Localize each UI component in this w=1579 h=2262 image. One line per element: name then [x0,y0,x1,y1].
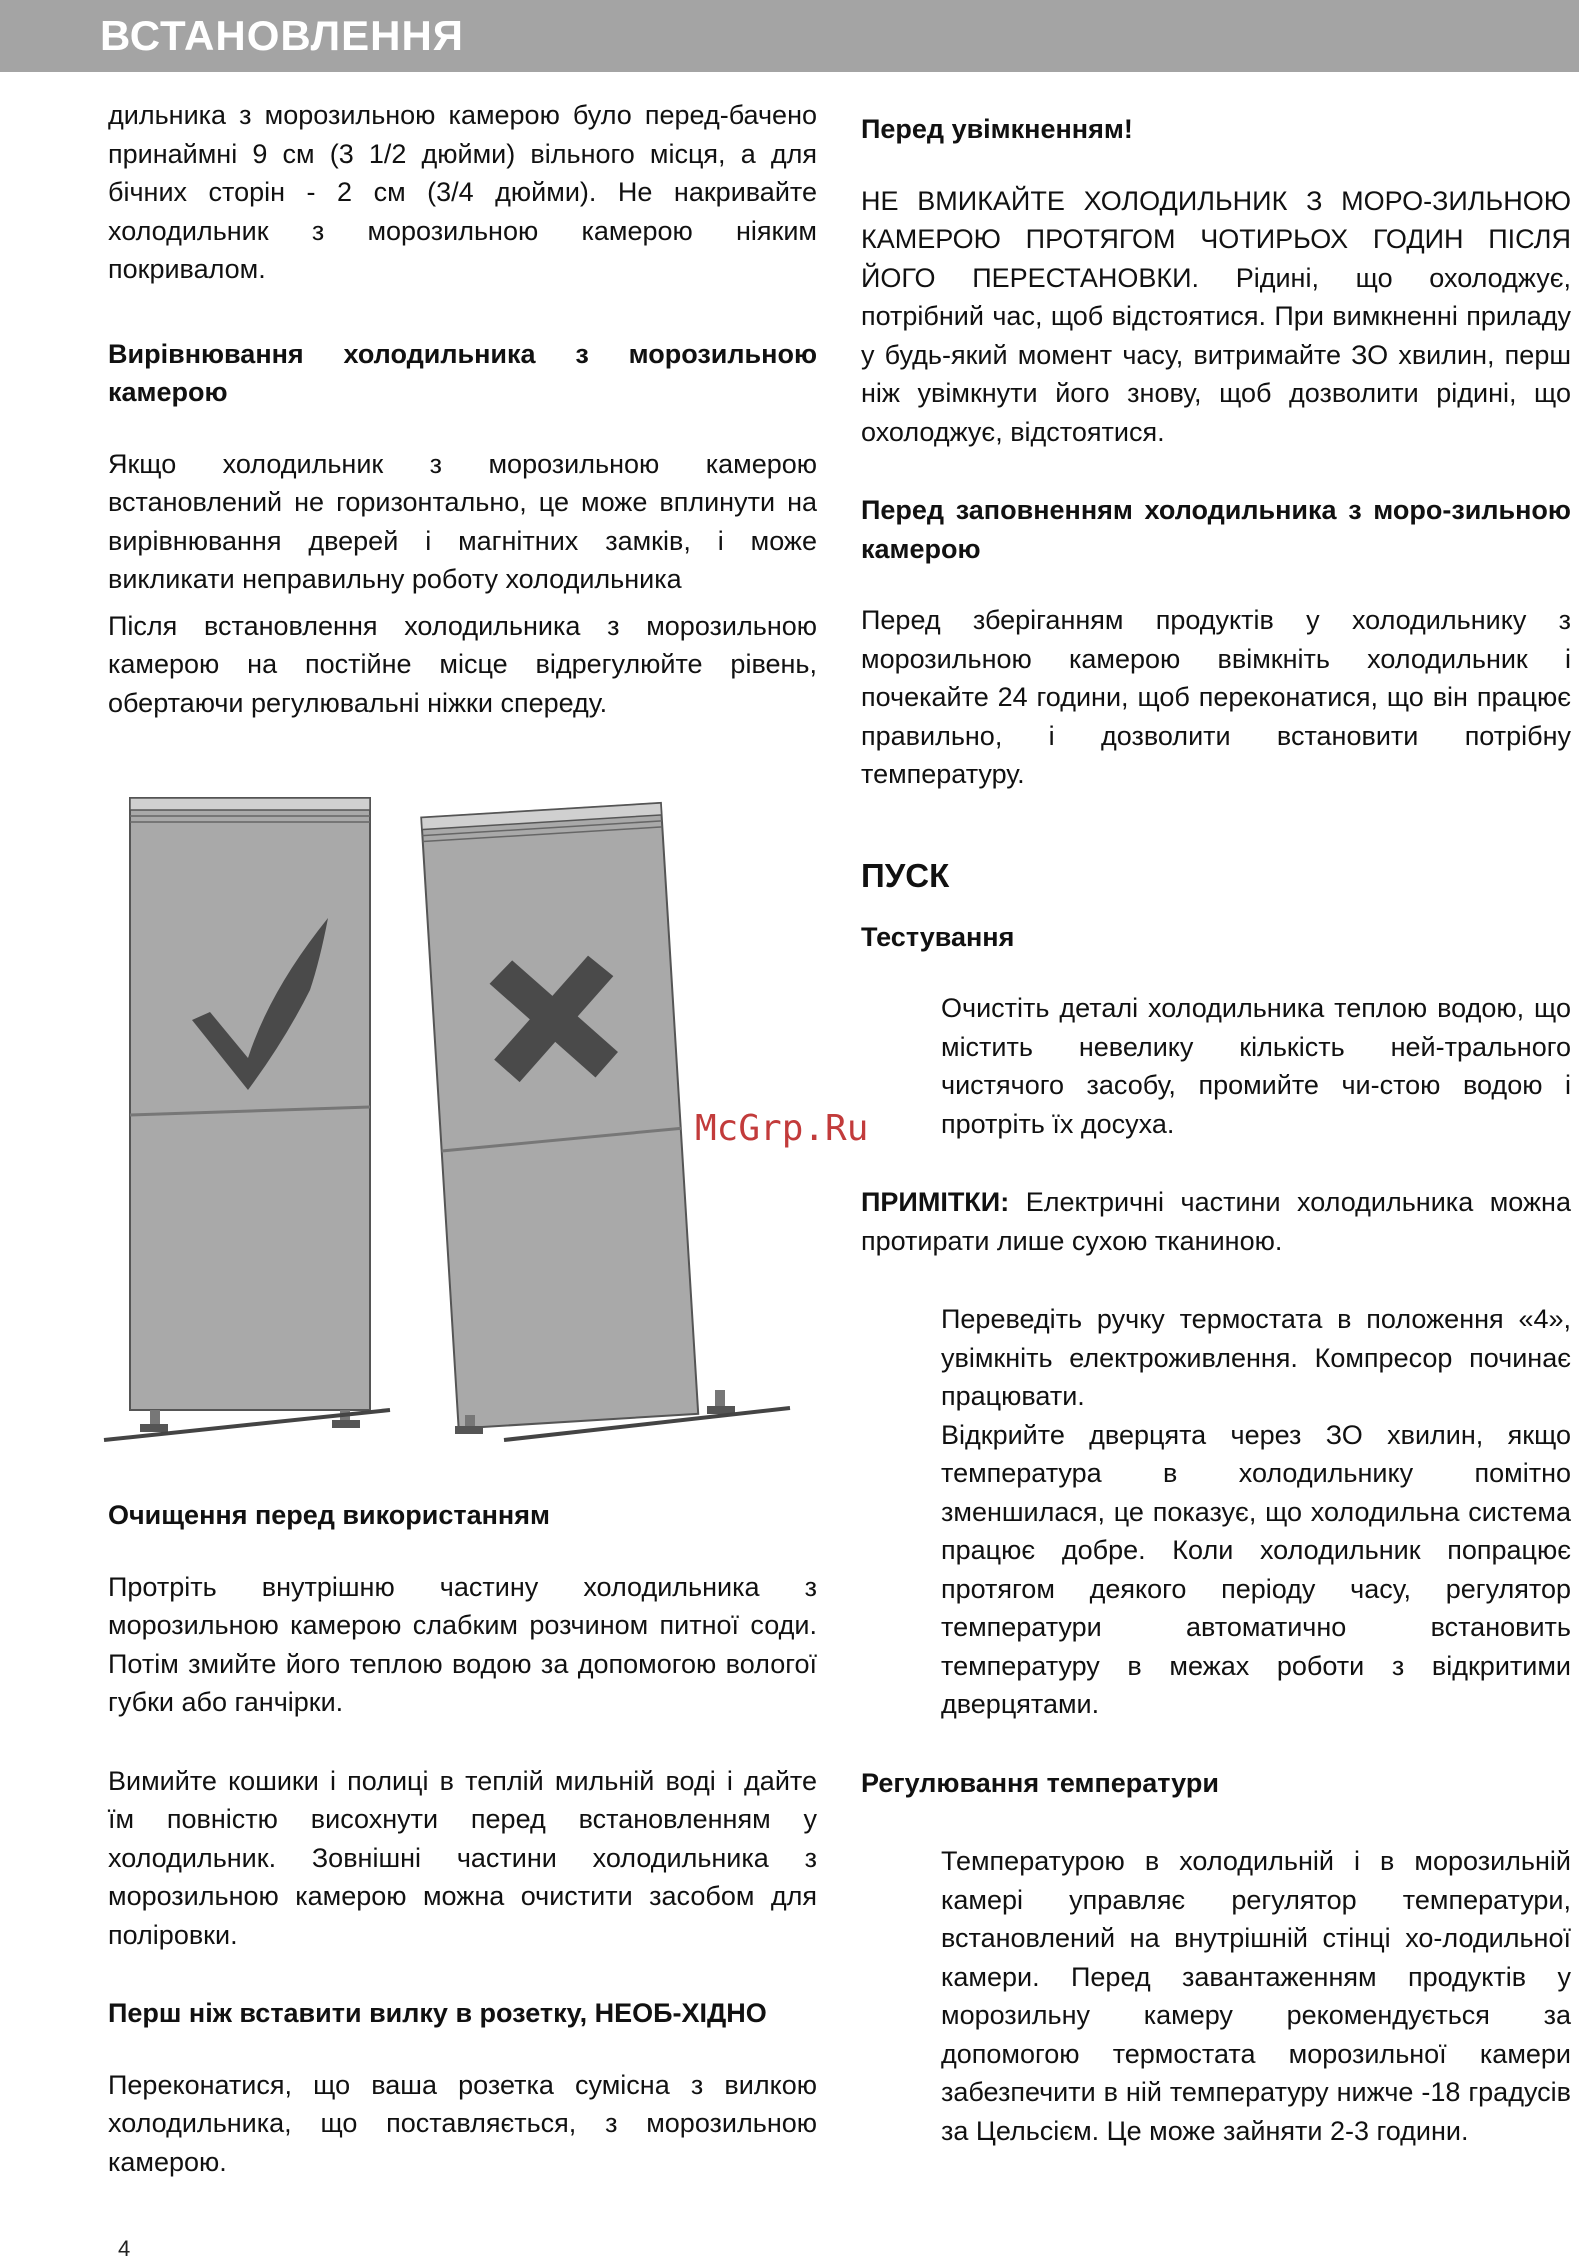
before-on-heading: Перед увімкненням! [861,114,1133,144]
temp-paragraph: Температурою в холодильній і в морозильній камері управляє регулятор температури, встановлений на внутрішній стінці хо-лодильної камери. Перед завантаженням продуктів у морозильну камеру рекомендується за допомогою термостата морозильної камери забезпечити в ній температуру нижче -18 градусів за Цельсієм. Це може зайняти 2-3 години. [941,1846,1571,2146]
leveling-heading: Вирівнювання холодильника з морозильною камерою [108,338,817,407]
level-fridge [104,798,390,1440]
temp-heading: Регулювання температури [861,1767,1219,1798]
left-column [108,96,817,722]
before-on-paragraph: НЕ ВМИКАЙТЕ ХОЛОДИЛЬНИК З МОРО-ЗИЛЬНОЮ КАМЕРОЮ ПРОТЯГОМ ЧОТИРЬОХ ГОДИН ПІСЛЯ ЙОГО ПЕРЕСТАНОВКИ. Рідині, що охолоджує, потрібний час, щоб відстоятися. При вимкненні приладу у будь-який момент часу, витримайте ЗО хвилин, перш ніж увімкнути його знову, щоб дозволити рідині, що охолоджує, відстоятися. [861,185,1571,447]
cleaning-heading: Очищення перед використанням [108,1500,550,1530]
notes-text: Електричні частини холодильника можна протирати лише сухою тканиною. [861,1187,1571,1256]
intro-paragraph: дильника з морозильною камерою було перед-бачено принаймні 9 см (3 1/2 дюйми) вільного місця, а для бічних сторін - 2 см (3/4 дюйми). Не накривайте холодильник з морозильною камерою ніяким покривалом. [108,100,817,284]
before-fill-heading: Перед заповненням холодильника з моро-зильною камерою [861,495,1571,564]
tilted-fridge [421,803,698,1429]
watermark: McGrp.Ru [695,1108,869,1149]
page-number: 4 [118,2236,131,2261]
right-column [861,110,1571,2150]
cleaning-paragraph-2: Вимийте кошики і полиці в теплій мильній воді і дайте їм повністю висохнути перед встановленням у холодильник. Зовнішні частини холодильника з морозильною камерою можна очистити засобом для поліровки. [108,1765,817,1950]
leveling-paragraph-1: Якщо холодильник з морозильною камерою встановлений не горизонтально, це може вплинути на вирівнювання дверей і магнітних замків, і може викликати неправильну роботу холодильника [108,448,817,594]
header-bar [0,0,1579,72]
left-column-lower [108,1496,817,2181]
testing-heading: Тестування [861,921,1015,952]
before-fill-paragraph: Перед зберіганням продуктів у холодильнику з морозильною камерою ввімкніть холодильник і почекайте 24 години, щоб переконатися, що він працює правильно, і дозволити встановити потрібну температуру. [861,605,1571,789]
plug-heading: Перш ніж вставити вилку в розетку, НЕОБ-ХІДНО [108,1998,767,2028]
notes-paragraph [861,1183,1571,1260]
leveling-paragraph-2: Після встановлення холодильника з морозильною камерою на постійне місце відрегулюйте рівень, обертаючи регулювальні ніжки спереду. [108,610,817,718]
notes-label: ПРИМІТКИ: [861,1187,1010,1217]
testing-paragraph: Очистіть деталі холодильника теплою водою, що містить невелику кількість ней-трального чистячого засобу, промийте чи-стою водою і протріть їх досуха. [941,993,1571,1139]
thermostat-paragraph-2: Відкрийте дверцята через ЗО хвилин, якщо температура в холодильнику помітно зменшилася, це показує, що холодильна система працює добре. Коли холодильник попрацює протягом деякого періоду часу, регулятор температури автоматично встановить температуру в межах роботи з відкритими дверцятами. [941,1419,1571,1719]
cleaning-paragraph-1: Протріть внутрішню частину холодильника з морозильною камерою слабким розчином питної соди. Потім змийте його теплою водою за допомогою вологої губки або ганчірки. [108,1571,817,1717]
page-title: ВСТАНОВЛЕННЯ [100,12,464,59]
plug-paragraph: Переконатися, що ваша розетка сумісна з вилкою холодильника, що поставляється, з морозильною камерою. [108,2069,817,2177]
start-heading: ПУСК [861,856,950,894]
thermostat-paragraph-1: Переведіть ручку термостата в положення «4», увімкніть електроживлення. Компресор починає працювати. [941,1304,1571,1411]
